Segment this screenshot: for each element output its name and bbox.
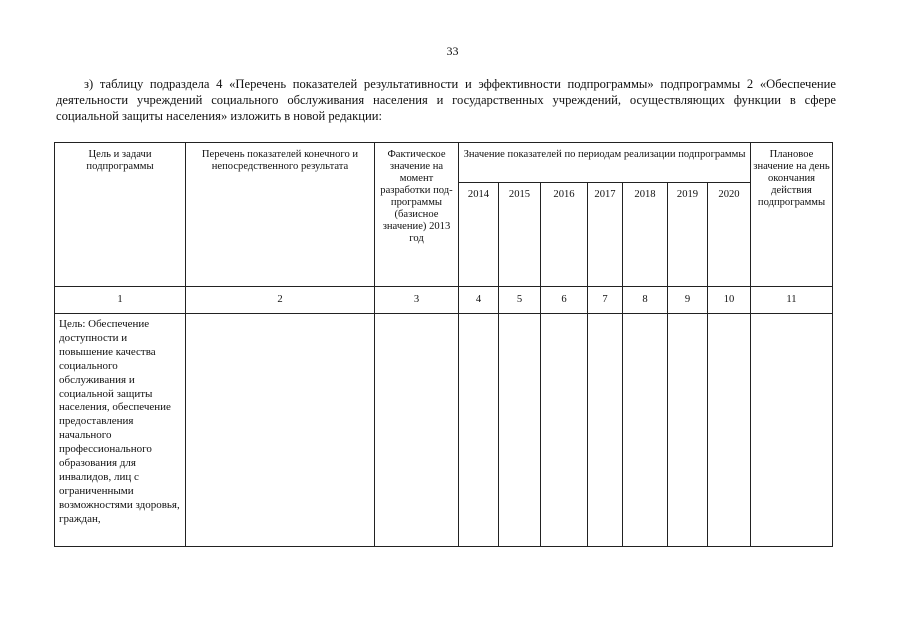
header-planned-value: Плановое значение на день окончания действия подпрограммы [751,143,833,287]
intro-paragraph: з) таблицу подраздела 4 «Перечень показателей результативности и эффективности подпрограммы» подпрограммы 2 «Обеспечение деятельности учреждений социального обслуживания населения и государственных учреждений, осуществляющих функции в сфере социальной защиты населения» изложить в новой редакции: [56,77,836,123]
value-cell [459,314,499,547]
value-cell [668,314,708,547]
goal-cell: Цель: Обеспечение доступности и повышение качества социального обслуживания и социальной защиты населения, обеспечение предоставления начального профессионального образования для инвалидов, лиц с ограниченными возможностями здоровья, граждан, [55,314,186,547]
column-number: 8 [623,287,668,314]
year-cell: 2016 [541,183,588,287]
header-indicators: Перечень показателей конечного и непосредственного результата [186,143,375,287]
value-cell [588,314,623,547]
year-cell: 2020 [708,183,751,287]
column-number: 6 [541,287,588,314]
header-actual-value: Фактическое значение на момент разработки под-программы (базисное значение) 2013 год [375,143,459,287]
year-cell: 2014 [459,183,499,287]
value-cell [499,314,541,547]
header-period-values: Значение показателей по периодам реализации подпрограммы [459,143,751,183]
year-cell: 2019 [668,183,708,287]
column-number: 5 [499,287,541,314]
value-cell [623,314,668,547]
value-cell [708,314,751,547]
indicator-cell [186,314,375,547]
value-cell [541,314,588,547]
column-number: 9 [668,287,708,314]
column-number: 2 [186,287,375,314]
year-cell: 2018 [623,183,668,287]
value-cell [751,314,833,547]
column-number: 1 [55,287,186,314]
column-number: 10 [708,287,751,314]
column-number: 11 [751,287,833,314]
indicators-table [54,142,833,547]
year-cell: 2015 [499,183,541,287]
column-number: 4 [459,287,499,314]
column-number: 3 [375,287,459,314]
page-number: 33 [446,44,459,58]
year-cell: 2017 [588,183,623,287]
column-number: 7 [588,287,623,314]
header-goal: Цель и задачи подпрограммы [55,143,186,287]
value-cell [375,314,459,547]
